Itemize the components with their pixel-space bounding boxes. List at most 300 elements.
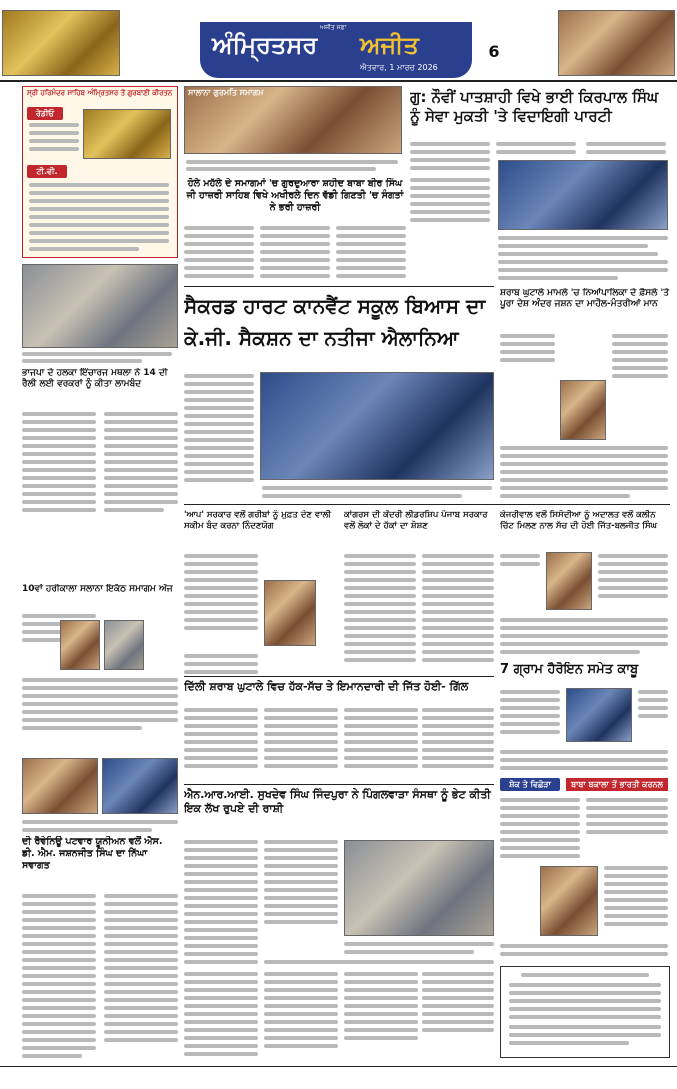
text-line (500, 462, 668, 466)
text-line (104, 436, 178, 440)
text-line (500, 846, 580, 850)
text-line (500, 342, 555, 346)
text-line (184, 904, 258, 908)
baljit-singh-portrait (546, 552, 592, 610)
text-line (264, 1004, 338, 1008)
colonel-portrait (540, 866, 598, 936)
text-line (422, 740, 494, 744)
text-line (260, 266, 330, 270)
text-line (264, 888, 338, 892)
text-line (410, 210, 490, 214)
text-line (612, 366, 668, 370)
text-line (184, 578, 258, 582)
text-line (29, 147, 79, 151)
text-line (104, 1014, 178, 1018)
text-line (598, 586, 668, 590)
text-line (104, 484, 178, 488)
text-line (344, 1028, 418, 1032)
text-line (598, 570, 668, 574)
text-line (184, 570, 258, 574)
text-line (604, 890, 668, 894)
text-line (344, 732, 418, 736)
text-line (336, 274, 406, 278)
text-line (410, 194, 490, 198)
harmandir-sahib-photo (83, 109, 171, 159)
text-line (500, 446, 668, 450)
text-line (104, 974, 178, 978)
text-line (29, 239, 169, 243)
text-line (104, 1022, 178, 1026)
text-line (184, 594, 258, 598)
text-line (104, 950, 178, 954)
text-line (22, 428, 96, 432)
text-line (500, 626, 668, 630)
liquor-scam-headline: ਸ਼ਰਾਬ ਘੁਟਾਲੇ ਮਾਮਲੇ 'ਚ ਨਿਆਂਪਾਲਿਕਾ ਦੇ ਫ਼ੈਸਲੇ 'ਤੇ ਪੂਰਾ ਦੇਸ਼ ਅੰਦਰ ਜਸ਼ਨ ਦਾ ਮਾਹੌਲ-ਮੰਤਰੀਆਂ ਮਾਨ (500, 288, 670, 310)
text-line (22, 958, 96, 962)
text-line (422, 1020, 494, 1024)
text-line (29, 199, 169, 203)
text-line (264, 764, 338, 768)
text-line (264, 708, 338, 712)
text-line (184, 1020, 258, 1024)
text-line (422, 634, 494, 638)
text-line (184, 662, 258, 666)
text-line (264, 912, 338, 916)
text-line (22, 926, 96, 930)
text-line (184, 414, 254, 418)
text-line (184, 1036, 258, 1040)
text-line (344, 554, 416, 558)
text-line (509, 983, 661, 987)
text-line (264, 988, 338, 992)
text-line (184, 988, 258, 992)
text-line (410, 166, 490, 170)
text-line (598, 594, 668, 598)
text-line (184, 422, 254, 426)
text-line (264, 732, 338, 736)
text-line (184, 872, 258, 876)
text-line (22, 918, 96, 922)
text-line (260, 258, 330, 262)
text-line (22, 492, 96, 496)
text-line (184, 896, 258, 900)
text-line (500, 454, 668, 458)
text-line (29, 231, 169, 235)
text-line (260, 250, 330, 254)
text-line (104, 508, 164, 512)
text-line (498, 252, 658, 256)
text-line (498, 268, 668, 272)
text-line (500, 838, 580, 842)
text-line (22, 359, 142, 363)
text-line (500, 334, 555, 338)
text-line (104, 500, 178, 504)
text-line (422, 562, 494, 566)
text-line (184, 654, 258, 658)
text-line (22, 1054, 82, 1058)
gurbani-box-title: ਸ੍ਰੀ ਹਰਿਮੰਦਰ ਸਾਹਿਬ ਅੰਮ੍ਰਿਤਸਰ ਤੋਂ ਗੁਰਬਾਣੀ ਕੀਰਤਨ (27, 89, 173, 97)
minister-portrait (560, 380, 606, 440)
hola-mohalla-headline: ਹੋਲੇ ਮਹੱਲੇ ਦੇ ਸਮਾਗਮਾਂ 'ਚ ਗੁਰਦੁਆਰਾ ਸ਼ਹੀਦ ਬਾਬਾ ਬੀਰ ਸਿੰਘ ਜੀ ਹਾਜ਼ਰੀ ਸਾਹਿਬ ਵਿਖੇ ਅਖੀਰਲੇ ਦਿਨ ਵੱਡੀ ਗਿਣਤੀ 'ਚ ਸੰਗਤਾਂ ਨੇ ਭਰੀ ਹਾਜ਼ਰੀ (186, 178, 404, 213)
text-line (22, 974, 96, 978)
text-line (410, 150, 490, 154)
text-line (184, 602, 258, 606)
text-line (500, 618, 668, 622)
text-line (344, 1012, 418, 1016)
text-line (500, 750, 668, 754)
text-line (22, 910, 96, 914)
text-line (184, 864, 258, 868)
text-line (29, 183, 169, 187)
text-line (184, 996, 258, 1000)
text-line (186, 160, 398, 164)
text-line (104, 926, 178, 930)
text-line (22, 1014, 96, 1018)
text-line (184, 888, 258, 892)
text-line (422, 578, 494, 582)
text-line (22, 828, 152, 832)
text-line (638, 698, 668, 702)
gurbani-schedule-box (22, 86, 178, 258)
text-line (509, 1025, 661, 1029)
text-line (29, 131, 79, 135)
text-line (612, 358, 668, 362)
masthead-title-part1: ਅੰਮ੍ਰਿਤਸਰ (212, 30, 318, 59)
text-line (344, 1020, 418, 1024)
text-line (344, 942, 494, 946)
text-line (184, 382, 254, 386)
text-line (184, 478, 254, 482)
text-line (22, 614, 96, 618)
text-line (336, 258, 406, 262)
text-line (264, 1036, 338, 1040)
text-line (184, 912, 258, 916)
text-line (422, 1012, 494, 1016)
text-line (422, 618, 494, 622)
text-line (509, 1007, 661, 1011)
text-line (22, 460, 96, 464)
text-line (184, 840, 258, 844)
text-line (336, 226, 406, 230)
text-line (29, 215, 169, 219)
text-line (500, 554, 540, 558)
publisher-box (500, 966, 670, 1058)
text-line (612, 374, 668, 378)
text-line (500, 698, 560, 702)
text-line (22, 1022, 96, 1026)
text-line (22, 1046, 96, 1050)
text-line (184, 250, 254, 254)
text-line (500, 470, 668, 474)
heritage-building-photo (558, 10, 675, 76)
text-line (422, 642, 494, 646)
text-line (422, 554, 494, 558)
text-line (500, 486, 668, 490)
portrait-photo-b (104, 620, 144, 670)
text-line (260, 274, 330, 278)
text-line (22, 694, 178, 698)
text-line (22, 990, 96, 994)
footer-rule (0, 1066, 677, 1067)
text-line (344, 642, 416, 646)
aap-scheme-headline: 'ਆਪ' ਸਰਕਾਰ ਵਲੋਂ ਗਰੀਬਾਂ ਨੂੰ ਮੁਫ਼ਤ ਦੇਣ ਵਾਲੀ ਸਕੀਮ ਬੰਦ ਕਰਨਾ ਨਿੰਦਣਯੋਗ (184, 510, 331, 531)
text-line (184, 936, 258, 940)
text-line (264, 724, 338, 728)
text-line (184, 928, 258, 932)
text-line (410, 142, 490, 146)
page-number: 6 (488, 42, 500, 61)
text-line (422, 658, 494, 662)
text-line (29, 247, 139, 251)
text-line (422, 724, 494, 728)
portrait-photo-a (60, 620, 100, 670)
text-line (184, 724, 258, 728)
text-line (344, 610, 416, 614)
text-line (184, 980, 258, 984)
text-line (422, 626, 494, 630)
text-line (104, 420, 178, 424)
gurmat-samagam-caption-title: ਸਾਲਾਨਾ ਗੁਰਮਤਿ ਸਮਾਗਮ (188, 88, 264, 97)
text-line (104, 1030, 178, 1034)
bjp-rally-headline: ਭਾਜਪਾ ਦੇ ਹਲਕਾ ਇੰਚਾਰਜ ਮਥਲਾ ਨੇ 14 ਦੀ ਰੈਲੀ ਲਈ ਵਰਕਰਾਂ ਨੂੰ ਕੀਤਾ ਲਾਮਬੰਦ (22, 368, 168, 390)
text-line (264, 980, 338, 984)
text-line (22, 726, 142, 730)
text-line (604, 898, 668, 902)
text-line (422, 1004, 494, 1008)
text-line (410, 178, 490, 182)
text-line (422, 748, 494, 752)
text-line (612, 342, 668, 346)
text-line (184, 618, 258, 622)
text-line (500, 806, 580, 810)
event-photo-left-2 (102, 758, 178, 814)
text-line (104, 942, 178, 946)
text-line (344, 716, 418, 720)
text-line (104, 492, 178, 496)
text-line (184, 708, 258, 712)
masthead-divider (0, 80, 677, 82)
text-line (184, 952, 258, 956)
text-line (638, 690, 668, 694)
text-line (344, 708, 418, 712)
text-line (184, 462, 254, 466)
text-line (184, 454, 254, 458)
text-line (586, 142, 666, 146)
text-line (184, 1044, 258, 1048)
text-line (586, 822, 668, 826)
text-line (264, 880, 338, 884)
text-line (186, 167, 376, 171)
text-line (104, 966, 178, 970)
text-line (509, 1015, 661, 1019)
event-photo-left-1 (22, 758, 98, 814)
text-line (184, 438, 254, 442)
text-line (104, 412, 178, 416)
text-line (500, 494, 630, 498)
text-line (264, 856, 338, 860)
school-students-photo (260, 372, 494, 480)
text-line (262, 486, 492, 490)
text-line (184, 944, 258, 948)
text-line (344, 740, 418, 744)
text-line (604, 906, 668, 910)
text-line (422, 980, 494, 984)
text-line (22, 484, 96, 488)
text-line (104, 1038, 178, 1042)
text-line (22, 686, 178, 690)
text-line (604, 882, 668, 886)
text-line (104, 934, 178, 938)
kejriwal-sisodia-headline: ਕੇਜਰੀਵਾਲ ਵਲੋਂ ਸਿਸੋਦੀਆ ਨੂੰ ਅਦਾਲਤ ਵਲੋਂ ਕਲੀਨ ਚਿੱਟ ਮਿਲਣ ਨਾਲ ਸੱਚ ਦੀ ਹੋਈ ਜਿੱਤ-ਬਲਜੀਤ ਸਿੰਘ (500, 510, 657, 531)
text-line (509, 991, 661, 995)
text-line (104, 428, 178, 432)
text-line (264, 840, 338, 844)
text-line (184, 972, 258, 976)
text-line (500, 642, 668, 646)
text-line (104, 902, 178, 906)
text-line (422, 988, 494, 992)
text-line (184, 626, 258, 630)
text-line (336, 266, 406, 270)
text-line (264, 1028, 338, 1032)
page-date: ਐਤਵਾਰ, 1 ਮਾਰਚ 2026 (360, 63, 438, 72)
text-line (184, 848, 258, 852)
text-line (184, 960, 258, 964)
text-line (498, 236, 668, 240)
text-line (422, 996, 494, 1000)
text-line (344, 764, 418, 768)
text-line (22, 894, 96, 898)
text-line (500, 706, 560, 710)
text-line (184, 266, 254, 270)
text-line (344, 658, 416, 662)
text-line (104, 468, 178, 472)
text-line (410, 186, 490, 190)
text-line (184, 242, 254, 246)
text-line (344, 562, 416, 566)
text-line (260, 234, 330, 238)
text-line (422, 1028, 494, 1032)
text-line (410, 158, 490, 162)
text-line (184, 406, 254, 410)
text-line (184, 670, 258, 674)
text-line (521, 973, 649, 977)
text-line (264, 904, 338, 908)
text-line (500, 854, 580, 858)
text-line (22, 710, 178, 714)
text-line (422, 650, 494, 654)
text-line (184, 234, 254, 238)
text-line (104, 982, 178, 986)
text-line (500, 952, 668, 956)
text-line (22, 468, 96, 472)
text-line (264, 716, 338, 720)
text-line (184, 764, 258, 768)
text-line (422, 602, 494, 606)
police-arrest-photo (566, 688, 632, 742)
text-line (22, 678, 178, 682)
text-line (500, 714, 560, 718)
main-headline-rule (184, 286, 494, 287)
text-line (29, 207, 169, 211)
text-line (598, 562, 668, 566)
text-line (22, 820, 178, 824)
text-line (344, 570, 416, 574)
text-line (184, 470, 254, 474)
text-line (509, 1041, 629, 1045)
farewell-party-photo (498, 160, 668, 230)
text-line (586, 150, 666, 154)
text-line (496, 142, 576, 146)
text-line (598, 578, 668, 582)
text-line (344, 1036, 418, 1040)
text-line (29, 139, 79, 143)
text-line (498, 276, 618, 280)
text-line (422, 586, 494, 590)
text-line (638, 706, 668, 710)
text-line (410, 218, 490, 222)
text-line (184, 446, 254, 450)
text-line (264, 748, 338, 752)
farewell-party-headline: ਗੁ: ਨੌਵੀਂ ਪਾਤਸ਼ਾਹੀ ਵਿਖੇ ਭਾਈ ਕਿਰਪਾਲ ਸਿੰਘ ਨੂੰ ਸੇਵਾ ਮੁਕਤੀ 'ਤੇ ਵਿਦਾਇਗੀ ਪਾਰਟੀ (410, 88, 659, 125)
text-line (264, 960, 494, 964)
text-line (422, 610, 494, 614)
text-line (500, 798, 580, 802)
text-line (422, 570, 494, 574)
section-rule (184, 504, 670, 505)
section-rule (184, 676, 494, 677)
text-line (604, 922, 668, 926)
text-line (500, 634, 668, 638)
text-line (612, 350, 668, 354)
delhi-liquor-headline: ਦਿੱਲੀ ਸ਼ਰਾਬ ਘੁਟਾਲੇ ਵਿਚ ਹੱਕ-ਸੱਚ ਤੇ ਇਮਾਨਦਾਰੀ ਦੀ ਜਿੱਤ ਹੋਈ- ਗਿੱਲ (184, 680, 469, 693)
text-line (586, 798, 668, 802)
text-line (184, 756, 258, 760)
text-line (184, 740, 258, 744)
text-line (29, 191, 169, 195)
text-line (22, 1006, 96, 1010)
text-line (586, 806, 668, 810)
text-line (344, 578, 416, 582)
text-line (509, 1033, 661, 1037)
text-line (500, 350, 555, 354)
colonel-box-title: ਬਾਬਾ ਬਕਾਲਾ ਤੋਂ ਭਾਰਤੀ ਕਰਨਲ (566, 778, 668, 791)
text-line (264, 972, 338, 976)
text-line (344, 586, 416, 590)
text-line (184, 586, 258, 590)
text-line (29, 123, 79, 127)
text-line (344, 1004, 418, 1008)
text-line (104, 460, 178, 464)
text-line (638, 714, 668, 718)
text-line (336, 242, 406, 246)
text-line (500, 358, 555, 362)
text-line (344, 748, 418, 752)
patwar-union-headline: ਦੀ ਰੈਵੇਨਿਊ ਪਟਵਾਰ ਯੂਨੀਅਨ ਵਲੋਂ ਐਸ. ਡੀ. ਐਮ. ਜਸ਼ਨਜੀਤ ਸਿੰਘ ਦਾ ਨਿੱਘਾ ਸਵਾਗਤ (22, 836, 163, 871)
text-line (184, 920, 258, 924)
text-line (104, 444, 178, 448)
aap-leader-portrait (264, 580, 316, 646)
text-line (184, 398, 254, 402)
text-line (22, 1030, 96, 1034)
text-line (344, 988, 418, 992)
text-line (264, 848, 338, 852)
text-line (260, 242, 330, 246)
text-line (344, 626, 416, 630)
text-line (422, 972, 494, 976)
text-line (344, 756, 418, 760)
text-line (184, 1028, 258, 1032)
